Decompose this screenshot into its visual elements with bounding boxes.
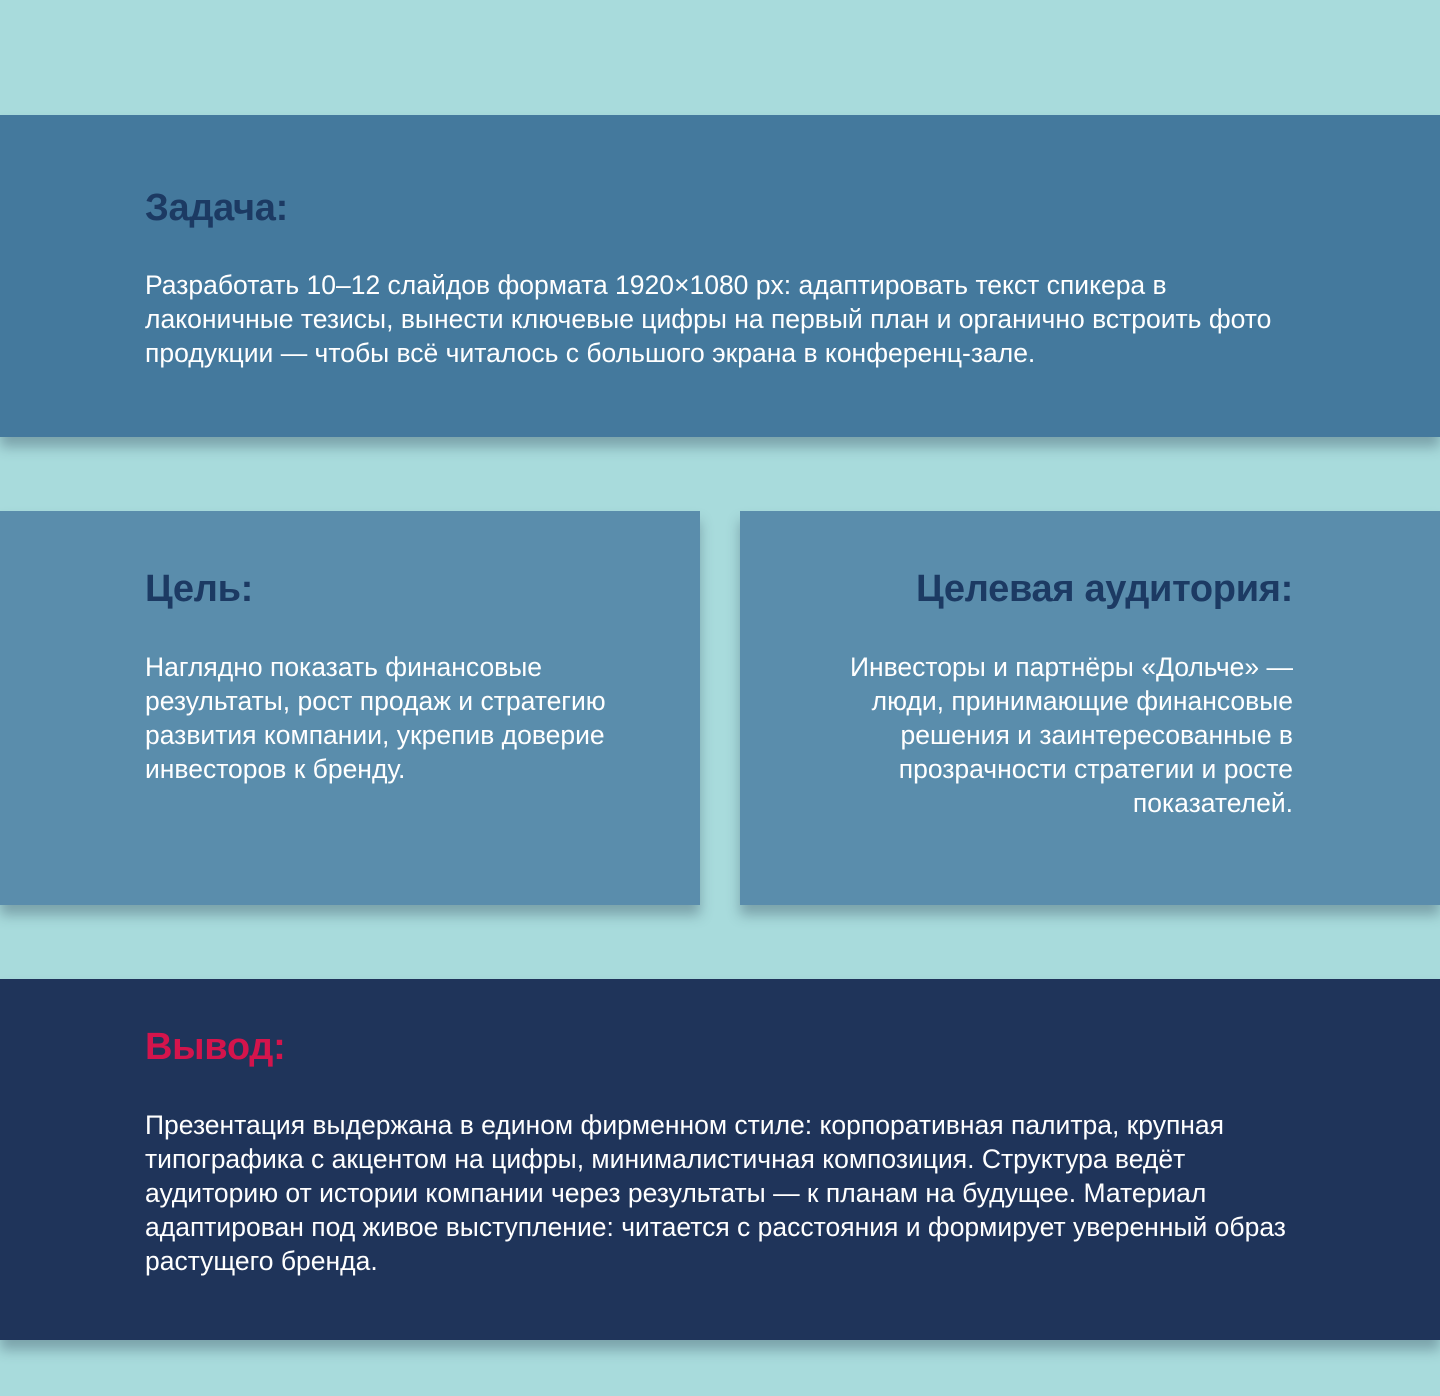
audience-heading: Целевая аудитория: xyxy=(916,568,1293,610)
conclusion-text: Презентация выдержана в едином фирменном стиле: корпоративная палитра, крупная типографика с акцентом на цифры, минималистичная композиция. Структура ведёт аудиторию от истории компании через результаты — к планам на будущее. Материал адаптирован под живое выступление: читается с расстояния и формирует уверенный образ растущего бренда. xyxy=(145,1110,1286,1276)
conclusion-heading: Вывод: xyxy=(145,1026,286,1068)
audience-panel xyxy=(740,511,1440,905)
task-heading: Задача: xyxy=(145,187,288,229)
conclusion-panel xyxy=(0,979,1440,1340)
goal-heading: Цель: xyxy=(145,568,254,610)
task-panel xyxy=(0,115,1440,437)
goal-text: Наглядно показать финансовые результаты, рост продаж и стратегию развития компании, укрепив доверие инвесторов к бренду. xyxy=(145,652,606,784)
task-text: Разработать 10–12 слайдов формата 1920×1080 px: адаптировать текст спикера в лаконичные тезисы, вынести ключевые цифры на первый план и органично встроить фото продукции — чтобы всё читалось с большого экрана в конференц-зале. xyxy=(145,270,1272,368)
goal-panel xyxy=(0,511,700,905)
audience-text: Инвесторы и партнёры «Дольче» — люди, принимающие финансовые решения и заинтересованные в прозрачности стратегии и росте показателей. xyxy=(849,652,1293,818)
